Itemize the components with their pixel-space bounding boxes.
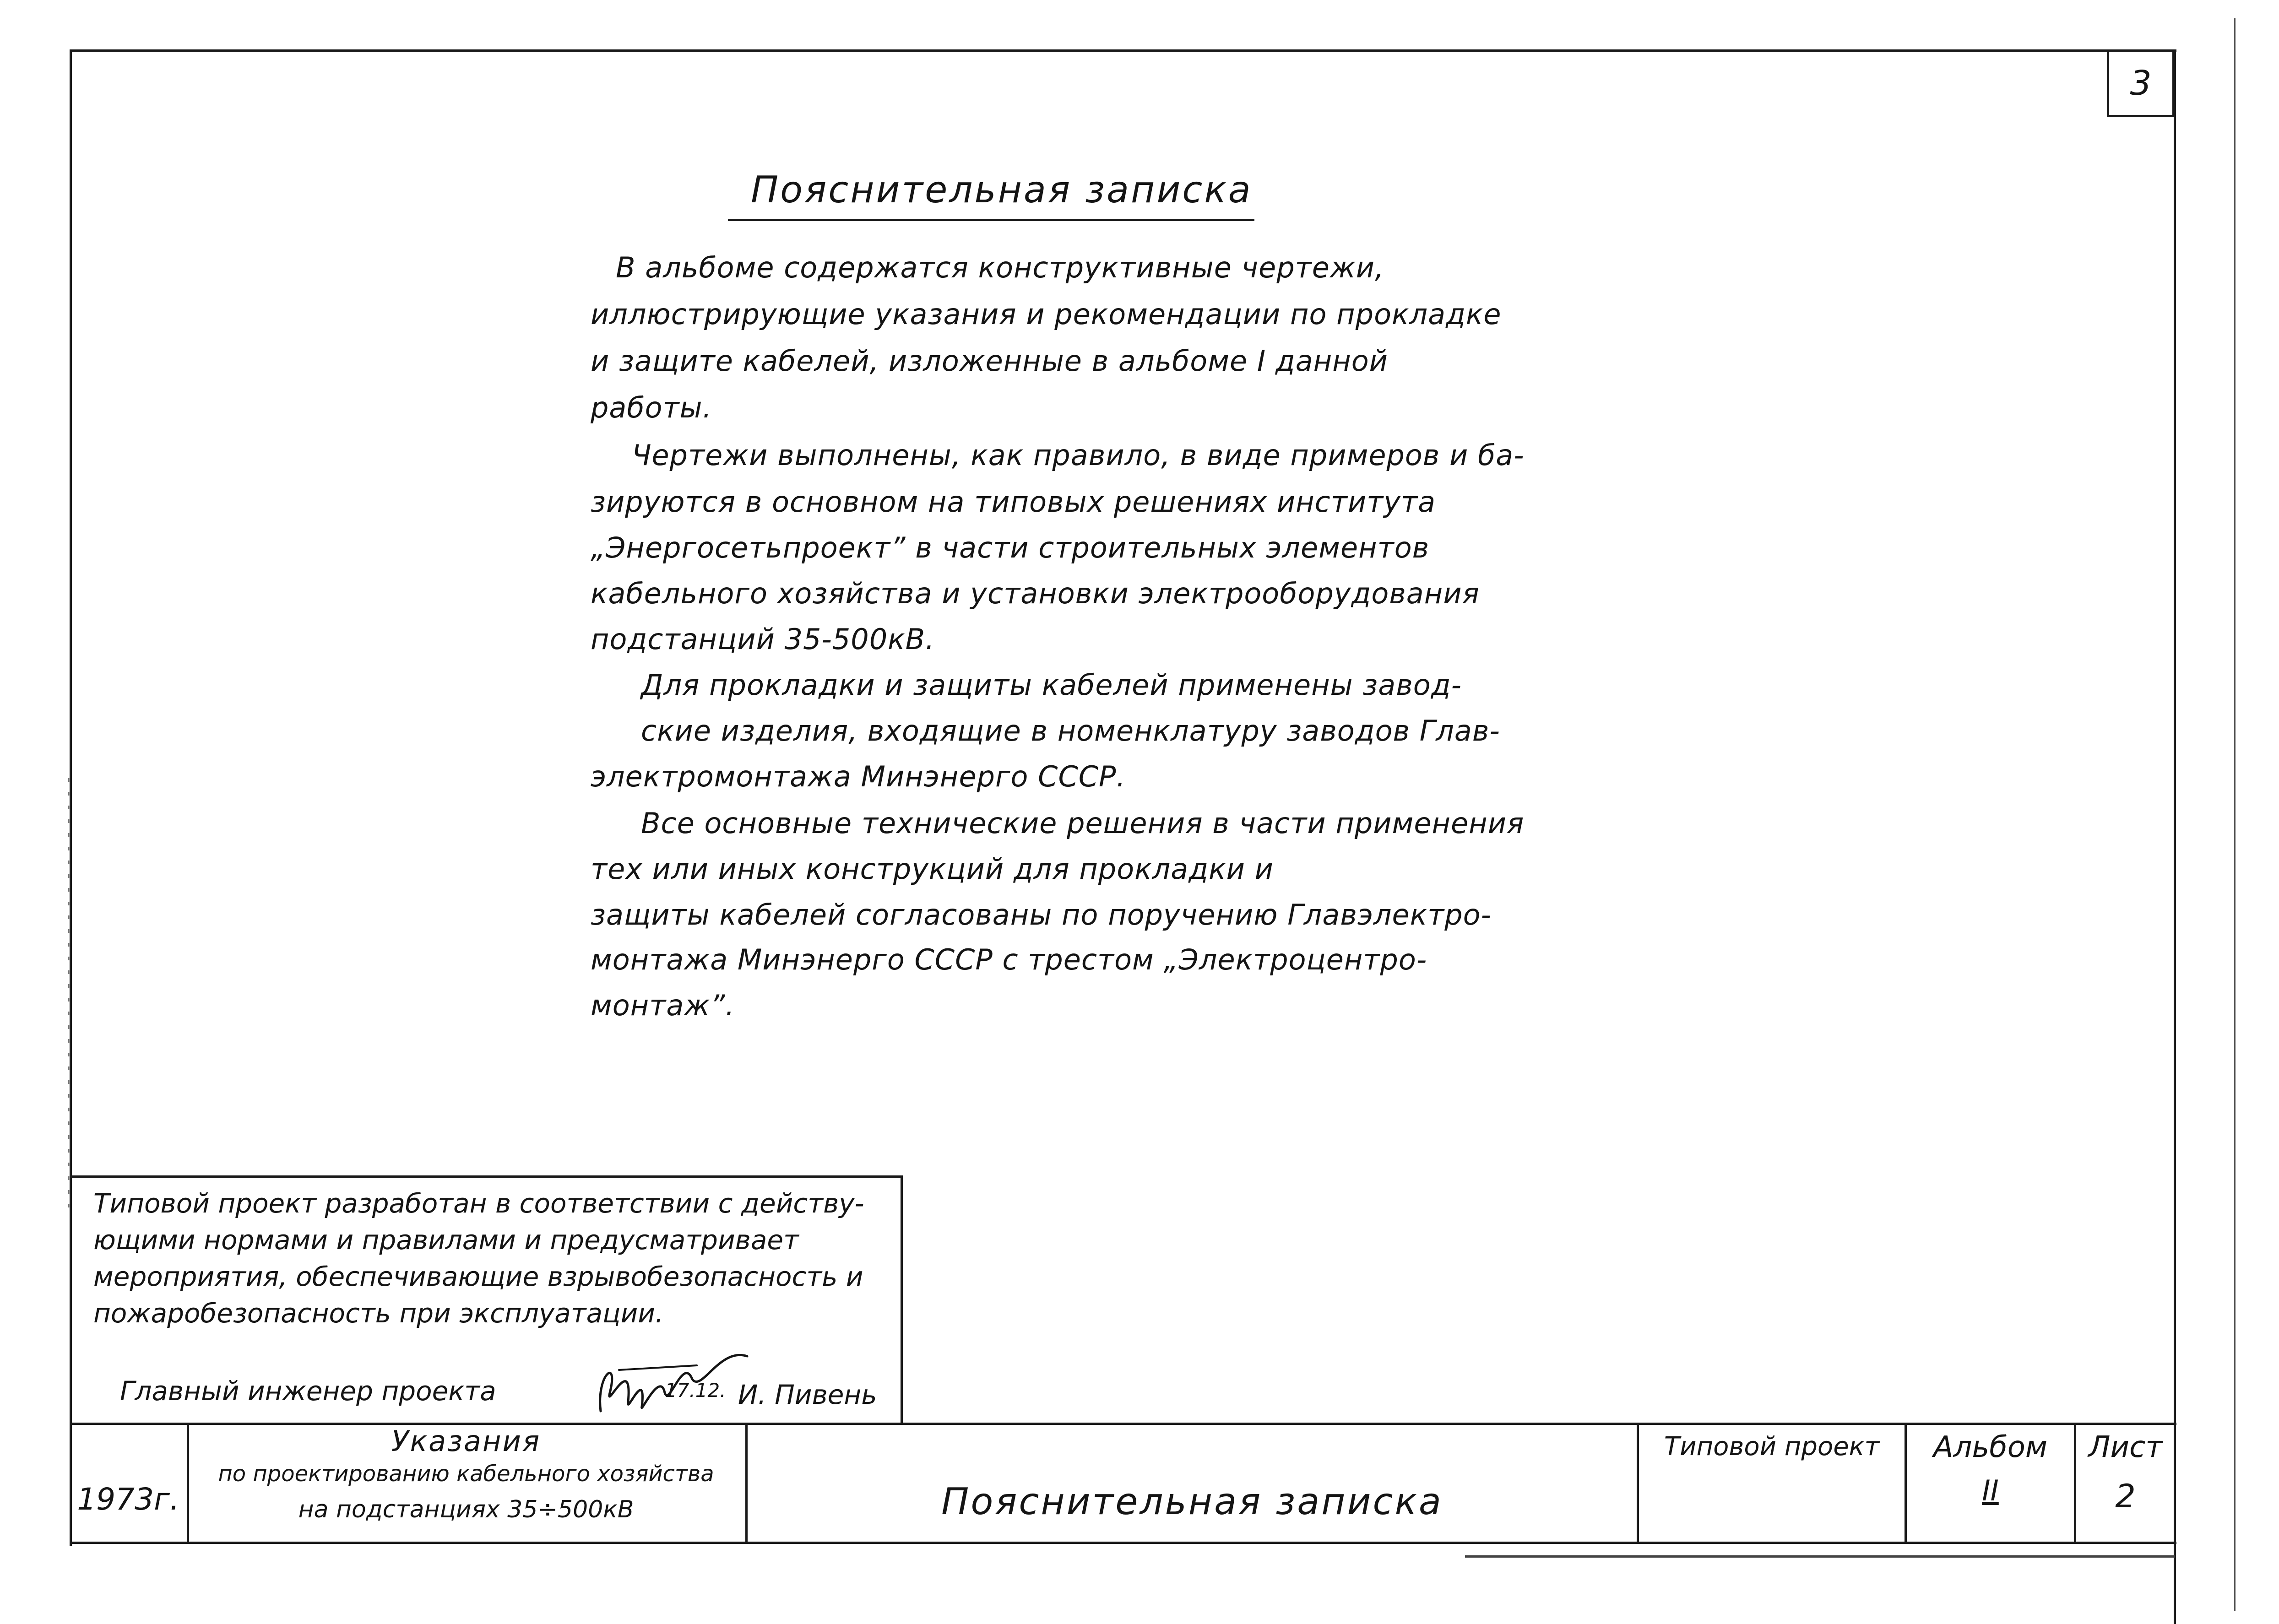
body-line: Для прокладки и защиты кабелей применены завод- <box>641 668 1462 702</box>
body-line: защиты кабелей согласованы по поручению Главэлектро- <box>591 898 1492 931</box>
project-label: Типовой проект <box>1664 1432 1880 1462</box>
body-line: В альбоме содержатся конструктивные чертежи, <box>616 251 1384 284</box>
sheet-corner-number: 3 <box>2107 49 2175 117</box>
approval-line: Типовой проект разработан в соответствии с действу- <box>93 1188 864 1219</box>
body-line: иллюстрирующие указания и рекомендации по прокладке <box>591 298 1502 331</box>
body-line: кабельного хозяйства и установки электрооборудования <box>591 577 1480 610</box>
doc-title-line1: Указания <box>391 1424 541 1458</box>
body-line: и защите кабелей, изложенные в альбоме I данной <box>591 344 1388 378</box>
body-line: электромонтажа Минэнерго СССР. <box>591 760 1126 793</box>
approval-line: ющими нормами и правилами и предусматривает <box>93 1224 799 1256</box>
frame-top <box>70 49 2176 52</box>
body-line: ские изделия, входящие в номенклатуру заводов Глав- <box>641 714 1500 747</box>
margin-marks <box>64 778 73 1213</box>
approval-line: пожаробезопасность при эксплуатации. <box>93 1298 664 1329</box>
year-cell: 1973г. <box>77 1481 179 1517</box>
signature-name: И. Пивень <box>738 1379 877 1410</box>
sheet-label: Лист <box>2088 1430 2163 1464</box>
body-line: Чертежи выполнены, как правило, в виде примеров и ба- <box>632 438 1525 472</box>
approval-note-box <box>70 1175 903 1425</box>
signature-scrawl <box>591 1338 756 1416</box>
sheet-name: Пояснительная записка <box>941 1480 1443 1523</box>
doc-title-line2: по проектированию кабельного хозяйства <box>218 1461 714 1487</box>
signature-date: 17.12. <box>665 1379 726 1402</box>
sheet-value: 2 <box>2115 1478 2136 1515</box>
frame-right <box>2174 49 2176 1624</box>
body-line: тех или иных конструкций для прокладки и <box>591 852 1274 886</box>
page-title: Пояснительная записка <box>751 168 1253 211</box>
body-line: зируются в основном на типовых решениях института <box>591 485 1436 519</box>
doc-title-line3: на подстанциях 35÷500кВ <box>298 1496 634 1523</box>
album-value: II <box>1982 1474 1999 1507</box>
signature-role: Главный инженер проекта <box>120 1375 496 1407</box>
body-line: „Энергосетьпроект” в части строительных элементов <box>591 531 1430 564</box>
body-line: монтажа Минэнерго СССР с трестом „Электроцентро- <box>591 943 1427 976</box>
title-block-bottom <box>70 1542 2176 1544</box>
outer-right-edge <box>2234 18 2236 1611</box>
album-label: Альбом <box>1933 1430 2048 1464</box>
frame-bottom <box>1465 1555 2175 1558</box>
approval-line: мероприятия, обеспечивающие взрывобезопасность и <box>93 1261 863 1292</box>
body-line: подстанций 35-500кВ. <box>591 623 935 656</box>
body-line: монтаж”. <box>591 989 735 1022</box>
title-underline <box>728 219 1254 221</box>
body-line: Все основные технические решения в части применения <box>641 807 1525 840</box>
body-line: работы. <box>591 391 712 424</box>
